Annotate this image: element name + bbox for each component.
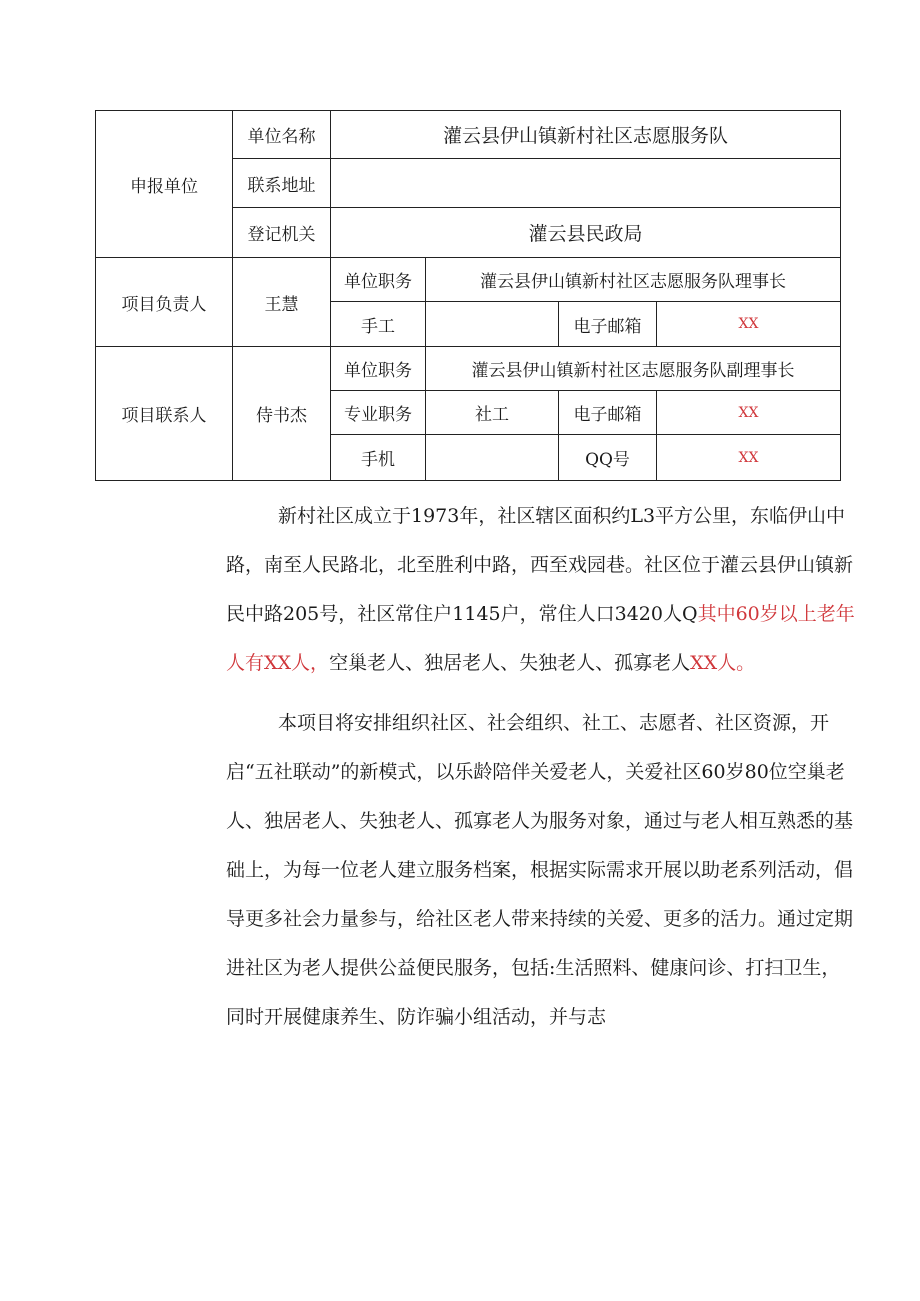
registry-value: 灌云县民政局 (331, 208, 841, 258)
contact-qq-label: QQ号 (559, 435, 657, 481)
paragraph-project-description: 本项目将安排组织社区、社会组织、社工、志愿者、社区资源，开启“五社联动”的新模式，以乐龄陪伴关爱老人，关爱社区60岁80位空巢老人、独居老人、失独老人、孤寡老人为服务对象，通过与老人相互熟悉的基础上，为每一位老人建立服务档案，根据实际需求开展以助老系列活动，倡导更多社会力量参与，给社区老人带来持续的关爱、更多的活力。通过定期进社区为老人提供公益便民服务，包括:生活照料、健康问诊、打扫卫生，同时开展健康养生、防诈骗小组活动，并与志 (226, 712, 854, 1028)
leader-label: 项目负责人 (96, 258, 233, 347)
registry-label: 登记机关 (233, 208, 331, 258)
paragraph-community-intro (226, 492, 856, 688)
address-value (331, 159, 841, 208)
contact-qq-value: XX (657, 435, 841, 481)
body-text (226, 492, 856, 1042)
p1-text-2: 空巢老人、独居老人、失独老人、孤寡老人 (329, 652, 691, 674)
applicant-label: 申报单位 (96, 111, 233, 258)
p1-highlight-1: 其中60岁以上老年人有XX人， (226, 603, 855, 674)
leader-name: 王慧 (233, 258, 331, 347)
contact-email-label: 电子邮箱 (559, 391, 657, 435)
application-form-table (95, 110, 841, 481)
contact-mobile-label: 手机 (331, 435, 426, 481)
p1-highlight-2: XX人。 (690, 652, 756, 674)
unit-name-label: 单位名称 (233, 111, 331, 159)
contact-position-value: 灌云县伊山镇新村社区志愿服务队副理事长 (426, 347, 841, 391)
p1-text-1: 新村社区成立于1973年，社区辖区面积约L3平方公里，东临伊山中路，南至人民路北，北至胜利中路，西至戏园巷。社区位于灌云县伊山镇新民中路205号，社区常住户1145户，常住人口3420人Q (226, 505, 854, 625)
leader-position-value: 灌云县伊山镇新村社区志愿服务队理事长 (426, 258, 841, 302)
contact-email-value: XX (657, 391, 841, 435)
unit-name-value: 灌云县伊山镇新村社区志愿服务队 (331, 111, 841, 159)
leader-email-label: 电子邮箱 (559, 302, 657, 347)
leader-email-value: XX (657, 302, 841, 347)
leader-handwork-label: 手工 (331, 302, 426, 347)
leader-position-label: 单位职务 (331, 258, 426, 302)
contact-prof-label: 专业职务 (331, 391, 426, 435)
leader-handwork-value (426, 302, 559, 347)
address-label: 联系地址 (233, 159, 331, 208)
contact-prof-value: 社工 (426, 391, 559, 435)
contact-position-label: 单位职务 (331, 347, 426, 391)
contact-label: 项目联系人 (96, 347, 233, 481)
contact-name: 侍书杰 (233, 347, 331, 481)
contact-mobile-value (426, 435, 559, 481)
